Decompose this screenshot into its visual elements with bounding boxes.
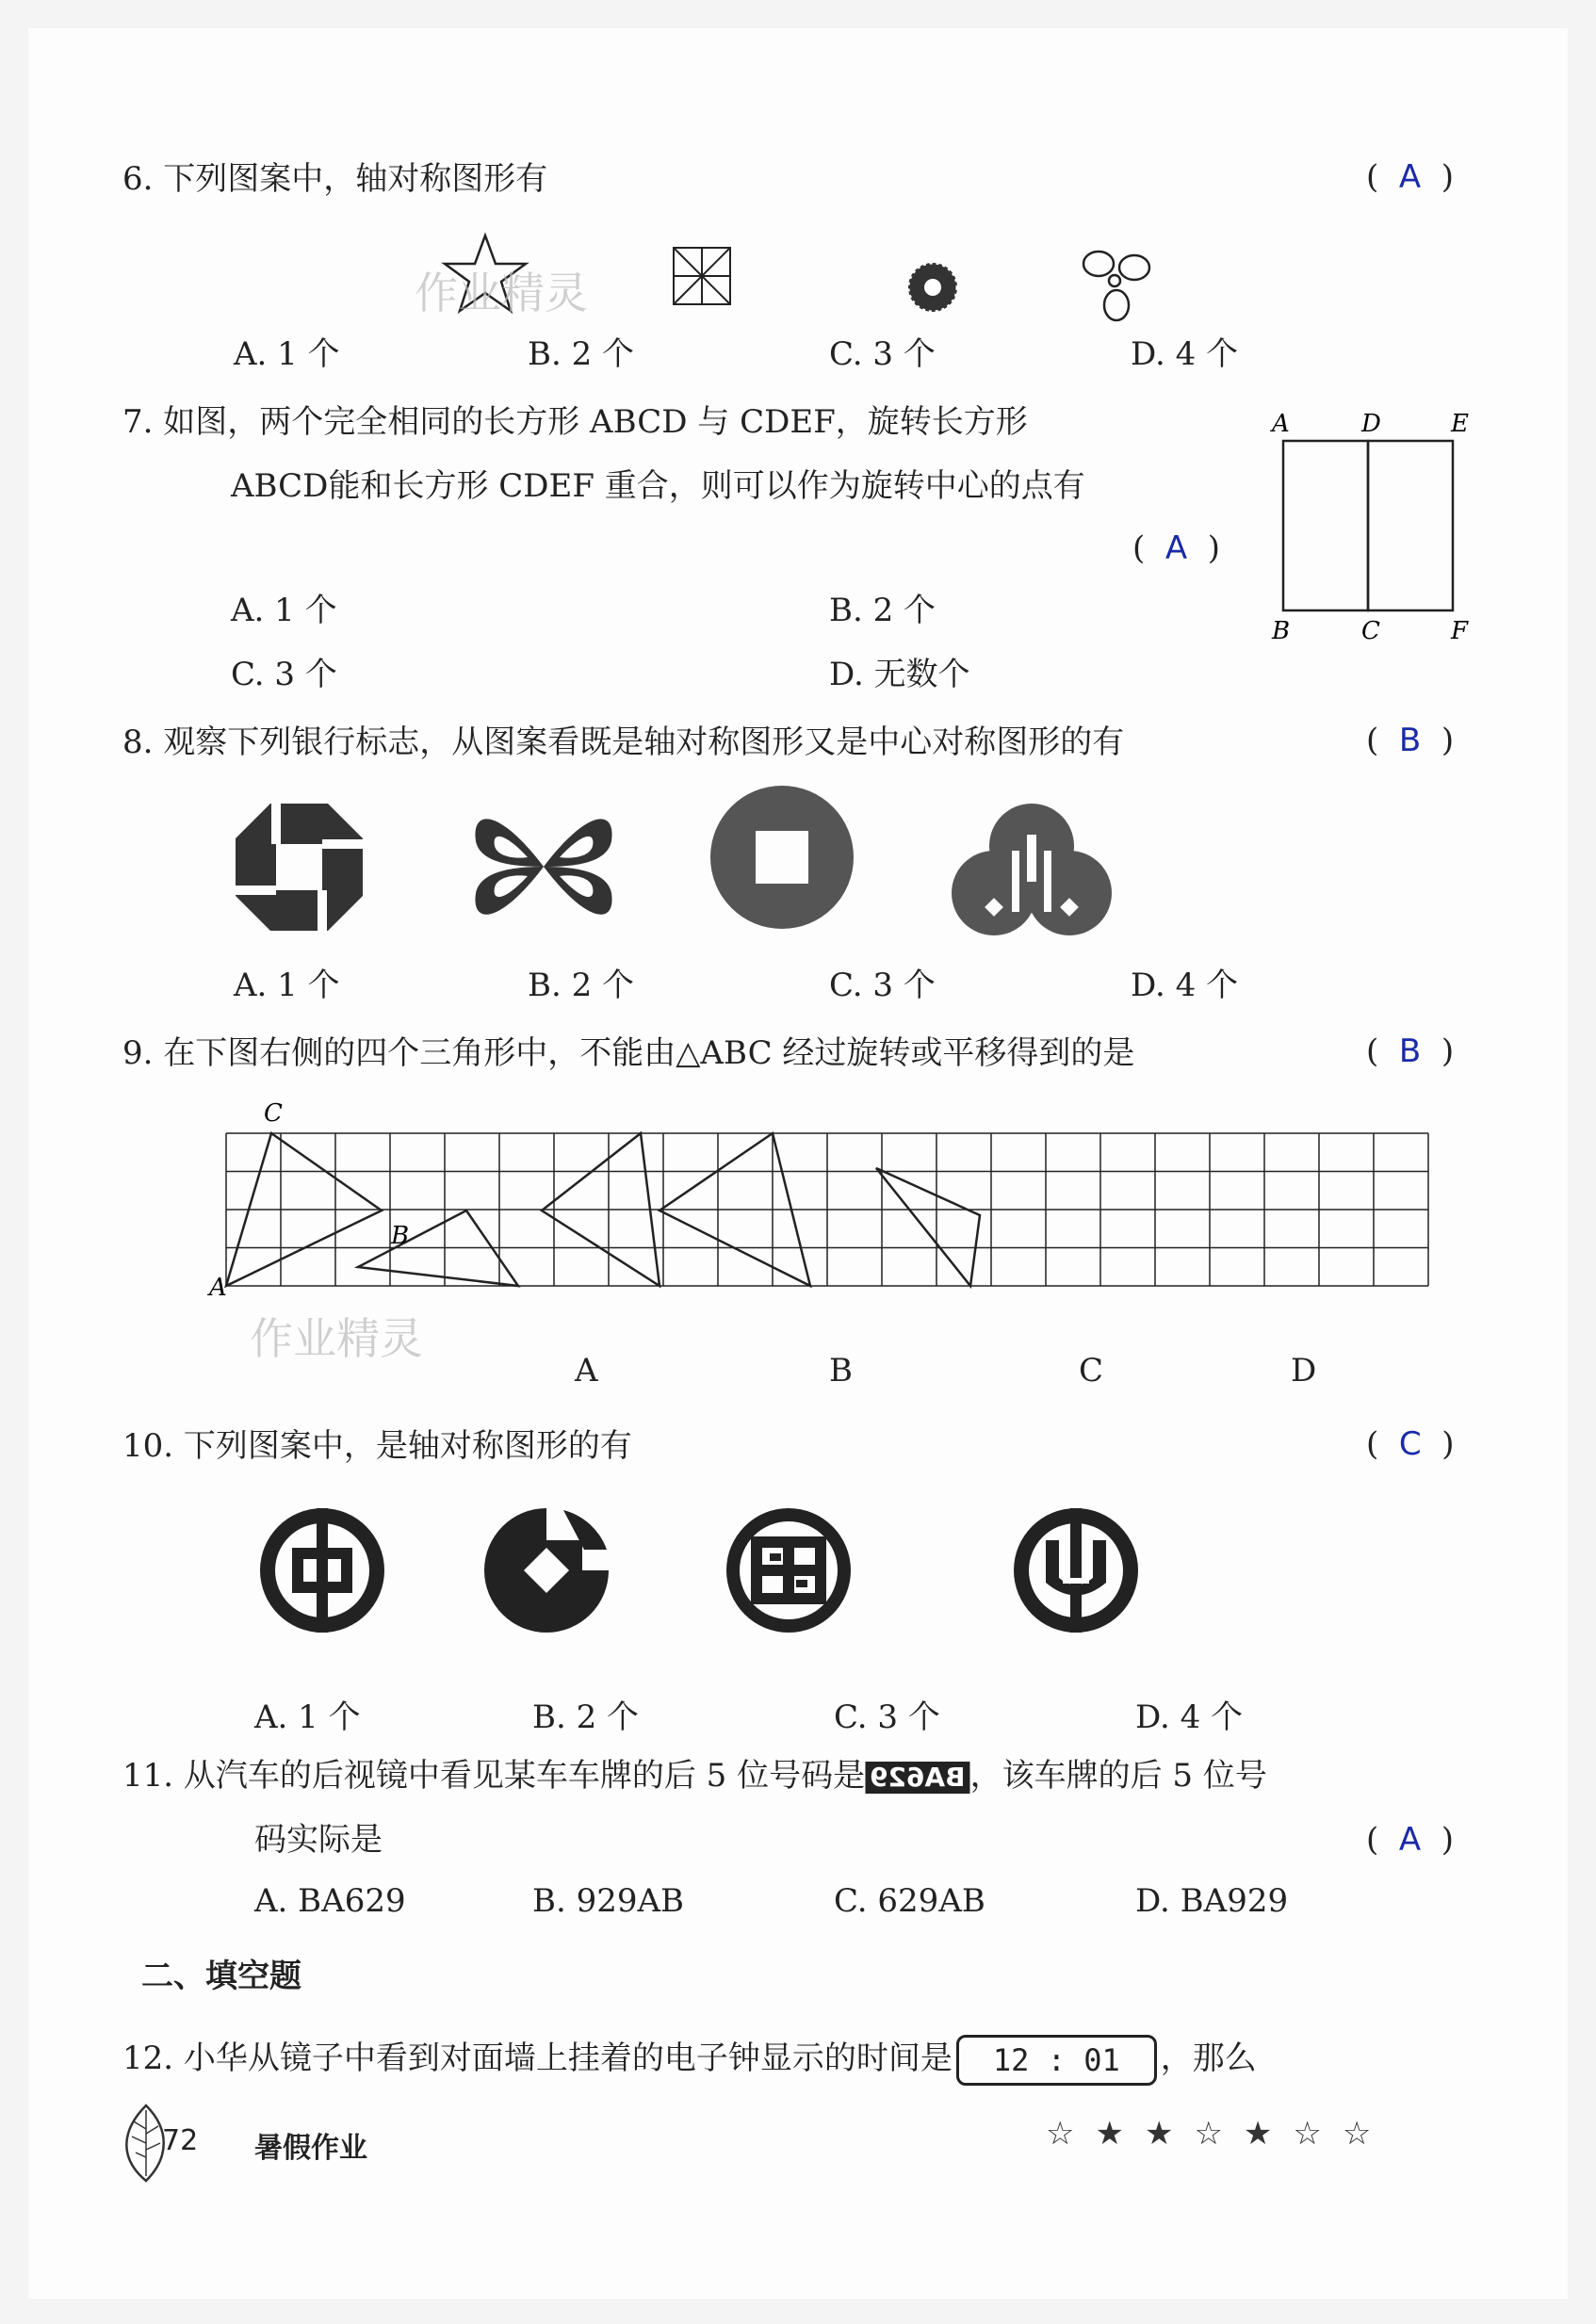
q8-option-d: D. 4 个	[1131, 967, 1239, 1004]
q11-option-d: D. BA929	[1135, 1882, 1289, 1920]
q8-answer-bracket: ( B )	[1366, 722, 1455, 759]
label-d: D	[1361, 410, 1381, 438]
q9-text: 9. 在下图右侧的四个三角形中，不能由△ABC 经过旋转或平移得到的是	[122, 1034, 1135, 1072]
watermark-1: 作业精灵	[415, 268, 588, 318]
grid-label-b: B	[391, 1222, 410, 1250]
clock-display	[956, 2035, 1157, 2086]
q9-answer-bracket: ( B )	[1366, 1032, 1455, 1070]
q12-text-b: ，那么	[1160, 2040, 1257, 2077]
fan-figure	[1072, 237, 1157, 322]
pinwheel-figure	[669, 243, 735, 309]
q8-option-b: B. 2 个	[528, 967, 635, 1004]
clock-time: 12 : 01	[992, 2042, 1120, 2078]
q9-choice-d: D	[1291, 1352, 1317, 1390]
q10-option-d: D. 4 个	[1135, 1698, 1244, 1736]
q6-option-c: C. 3 个	[829, 335, 936, 373]
worksheet-page	[28, 28, 1568, 2299]
footer-title: 暑假作业	[254, 2132, 367, 2165]
gear-flower-figure	[900, 254, 966, 320]
label-c: C	[1361, 617, 1380, 645]
q10-answer: C	[1398, 1425, 1422, 1463]
q7-option-b: B. 2 个	[829, 592, 936, 629]
triangle-grid	[209, 1093, 1441, 1309]
bank-of-china-logo	[254, 1503, 391, 1639]
q8-text: 8. 观察下列银行标志，从图案看既是轴对称图形又是中心对称图形的有	[122, 723, 1125, 761]
q11-line1-b: ，该车牌的后 5 位号	[969, 1757, 1267, 1795]
q9-answer: B	[1398, 1032, 1422, 1070]
plate-text: BA629	[870, 1762, 966, 1793]
q7-line2: ABCD能和长方形 CDEF 重合，则可以作为旋转中心的点有	[231, 467, 1085, 505]
coin-gap-logo	[479, 1503, 615, 1639]
grid-label-c: C	[264, 1099, 283, 1128]
q10-answer-bracket: ( C )	[1366, 1425, 1455, 1463]
q11-answer: A	[1398, 1821, 1422, 1859]
q12-text-a: 12. 小华从镜子中看到对面墙上挂着的电子钟显示的时间是	[122, 2040, 953, 2077]
q10-text: 10. 下列图案中，是轴对称图形的有	[122, 1427, 632, 1465]
q7-option-a: A. 1 个	[231, 592, 337, 629]
bank-logo-butterfly	[462, 789, 627, 945]
q6-option-b: B. 2 个	[528, 335, 635, 373]
q10-option-b: B. 2 个	[532, 1698, 640, 1736]
label-e: E	[1451, 410, 1469, 438]
q11-answer-bracket: ( A )	[1366, 1821, 1455, 1859]
q6-option-a: A. 1 个	[234, 335, 340, 373]
q9-choice-a: A	[575, 1352, 598, 1390]
q7-answer-bracket: ( A )	[1132, 529, 1221, 567]
q11-option-c: C. 629AB	[834, 1882, 985, 1920]
grid-label-a: A	[209, 1274, 227, 1302]
q11-option-a: A. BA629	[254, 1882, 406, 1920]
rectangles-abcd-cdef-diagram	[1272, 407, 1517, 645]
q11-line1-a: 11. 从汽车的后视镜中看见某车车牌的后 5 位号码是	[122, 1757, 866, 1795]
q11-option-b: B. 929AB	[532, 1882, 685, 1920]
q7-option-d: D. 无数个	[829, 656, 970, 693]
page-number: 72	[162, 2124, 199, 2157]
q12-line	[122, 2035, 1257, 2086]
q9-choice-c: C	[1079, 1352, 1104, 1390]
stars-decoration-icon: ☆★★☆★☆☆	[1046, 2115, 1392, 2153]
triangle-d	[876, 1168, 980, 1286]
q6-answer: A	[1398, 158, 1422, 196]
q10-option-c: C. 3 个	[834, 1698, 940, 1736]
q11-line2: 码实际是	[254, 1821, 383, 1859]
bank-logo-coin	[707, 782, 857, 933]
icbc-logo	[721, 1503, 857, 1639]
agricultural-bank-logo	[1008, 1503, 1145, 1639]
bank-logo-trefoil	[952, 799, 1112, 940]
q7-answer: A	[1164, 529, 1188, 567]
watermark-2: 作业精灵	[250, 1313, 423, 1364]
q7-line1: 7. 如图，两个完全相同的长方形 ABCD 与 CDEF，旋转长方形	[122, 403, 1028, 441]
q8-option-c: C. 3 个	[829, 967, 936, 1004]
q6-answer-bracket: ( A )	[1366, 158, 1455, 196]
q6-option-d: D. 4 个	[1131, 335, 1239, 373]
q10-option-a: A. 1 个	[254, 1698, 361, 1736]
label-b: B	[1272, 617, 1291, 645]
q9-choice-b: B	[829, 1352, 853, 1390]
q6-text: 6. 下列图案中，轴对称图形有	[122, 160, 548, 198]
label-a: A	[1272, 410, 1290, 438]
mirrored-plate	[865, 1762, 969, 1794]
bank-logo-octagon	[231, 799, 367, 935]
q7-option-c: C. 3 个	[231, 656, 337, 693]
section-fill-in-blank-title: 二、填空题	[141, 1958, 301, 1995]
q11-line1	[122, 1757, 1267, 1795]
q8-option-a: A. 1 个	[234, 967, 340, 1004]
label-f: F	[1451, 617, 1469, 645]
q8-answer: B	[1398, 722, 1422, 759]
